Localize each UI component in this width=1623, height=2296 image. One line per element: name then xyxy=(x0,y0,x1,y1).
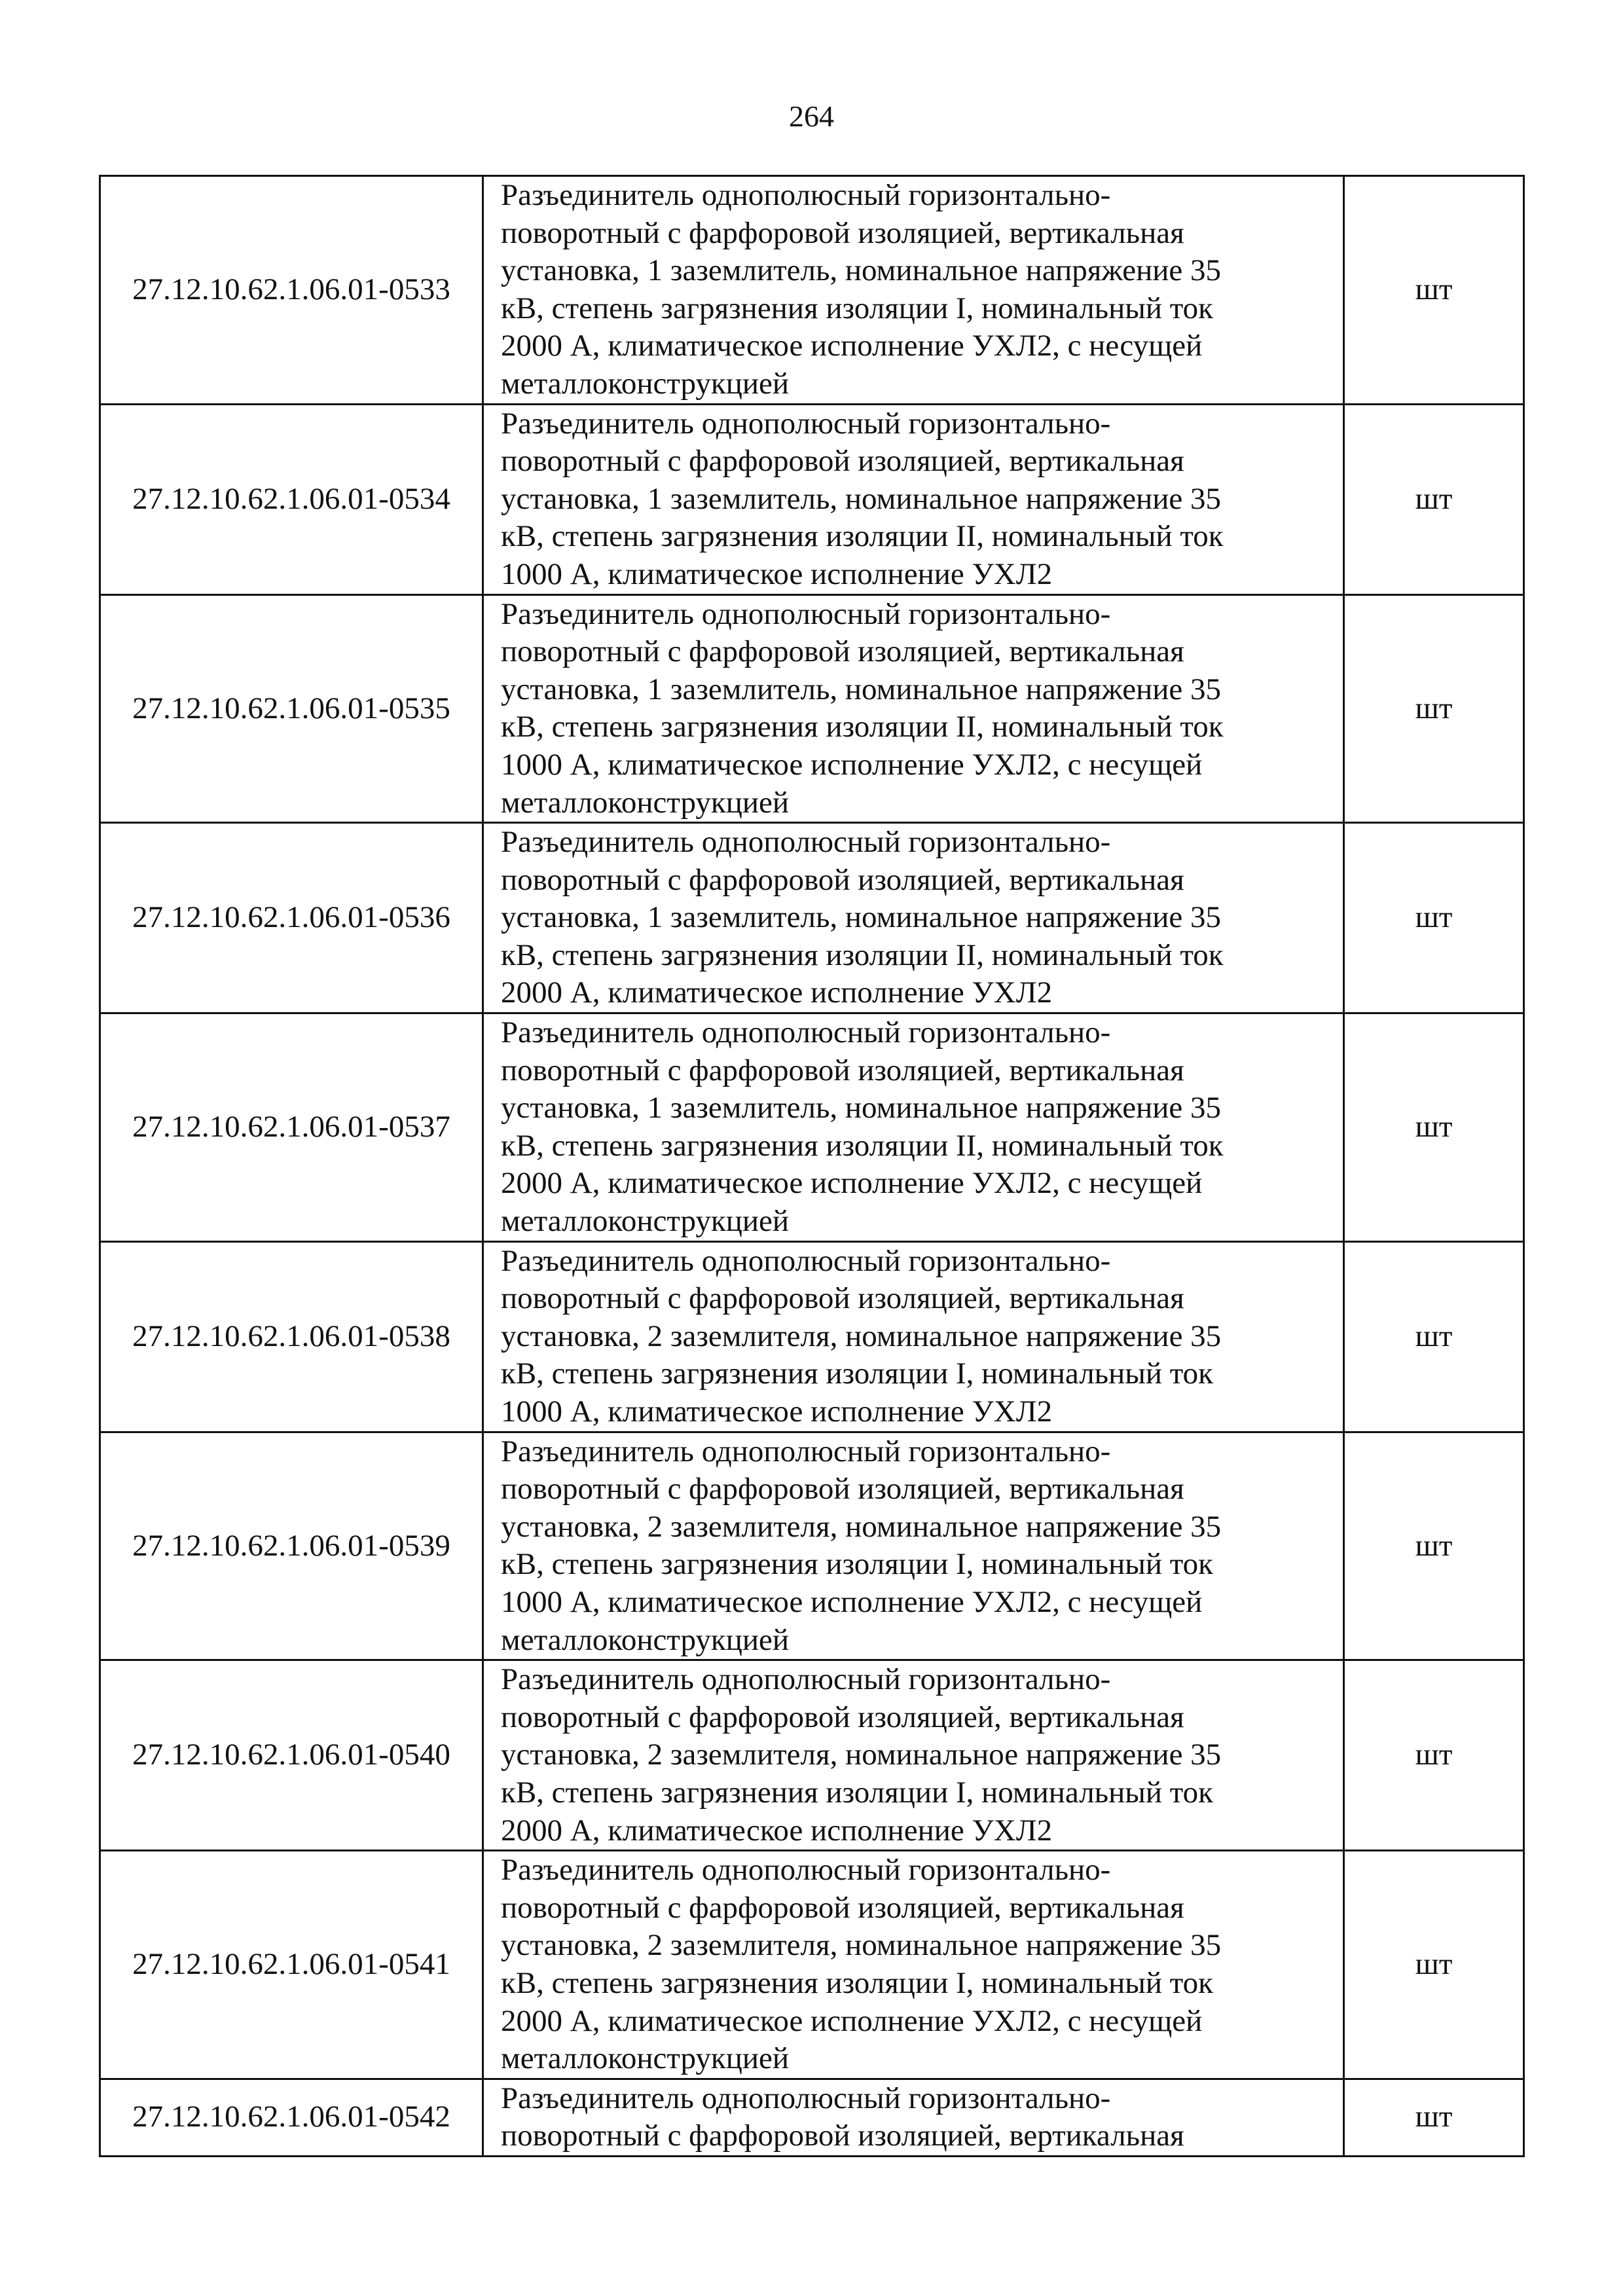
description-line: металлоконструкцией xyxy=(501,366,790,401)
description-line: Разъединитель однополюсный горизонтально- xyxy=(501,1434,1111,1468)
resource-code-cell: 27.12.10.62.1.06.01-0533 xyxy=(100,176,483,405)
resource-description-cell xyxy=(483,594,1344,823)
resource-table xyxy=(99,175,1525,2157)
description-line: металлоконструкцией xyxy=(501,785,790,820)
description-line: поворотный с фарфоровой изоляцией, вертикальная xyxy=(501,1053,1184,1087)
description-line: 2000 А, климатическое исполнение УХЛ2, с несущей xyxy=(501,1166,1203,1201)
resource-description-cell xyxy=(483,1851,1344,2079)
description-line: поворотный с фарфоровой изоляцией, вертикальная xyxy=(501,444,1184,479)
description-line: 2000 А, климатическое исполнение УХЛ2 xyxy=(501,1813,1053,1848)
resource-code-cell: 27.12.10.62.1.06.01-0536 xyxy=(100,823,483,1013)
description-line: металлоконструкцией xyxy=(501,1622,790,1657)
unit-cell: шт xyxy=(1344,594,1524,823)
table-body xyxy=(100,176,1524,2157)
description-line: поворотный с фарфоровой изоляцией, вертикальная xyxy=(501,1890,1184,1925)
unit-cell: шт xyxy=(1344,404,1524,594)
description-line: кВ, степень загрязнения изоляции I, номинальный ток xyxy=(501,1775,1213,1810)
description-line: кВ, степень загрязнения изоляции I, номинальный ток xyxy=(501,1547,1213,1582)
unit-cell: шт xyxy=(1344,1241,1524,1432)
description-line: поворотный с фарфоровой изоляцией, вертикальная xyxy=(501,1472,1184,1506)
description-line: поворотный с фарфоровой изоляцией, вертикальная xyxy=(501,862,1184,897)
description-line: 1000 А, климатическое исполнение УХЛ2 xyxy=(501,556,1053,591)
description-line: кВ, степень загрязнения изоляции I, номинальный ток xyxy=(501,1357,1213,1391)
description-line: установка, 1 заземлитель, номинальное напряжение 35 xyxy=(501,253,1222,288)
unit-cell: шт xyxy=(1344,1432,1524,1660)
description-line: Разъединитель однополюсный горизонтально- xyxy=(501,2081,1111,2115)
description-line: металлоконструкцией xyxy=(501,2041,790,2076)
table-row xyxy=(100,1241,1524,1432)
table-row xyxy=(100,176,1524,405)
table-row xyxy=(100,404,1524,594)
description-line: поворотный с фарфоровой изоляцией, вертикальная xyxy=(501,1281,1184,1316)
description-line: кВ, степень загрязнения изоляции I, номинальный ток xyxy=(501,1965,1213,2000)
table-row xyxy=(100,823,1524,1013)
page-number: 264 xyxy=(789,100,834,133)
description-line: кВ, степень загрязнения изоляции II, номинальный ток xyxy=(501,1128,1224,1163)
description-line: 2000 А, климатическое исполнение УХЛ2 xyxy=(501,975,1053,1010)
table-row xyxy=(100,1432,1524,1660)
description-line: установка, 1 заземлитель, номинальное напряжение 35 xyxy=(501,481,1222,516)
description-line: 2000 А, климатическое исполнение УХЛ2, с несущей xyxy=(501,2003,1203,2038)
resource-description-cell xyxy=(483,2079,1344,2156)
resource-description-cell xyxy=(483,404,1344,594)
unit-cell: шт xyxy=(1344,1660,1524,1851)
unit-cell: шт xyxy=(1344,1851,1524,2079)
description-line: установка, 2 заземлителя, номинальное напряжение 35 xyxy=(501,1319,1222,1353)
description-line: Разъединитель однополюсный горизонтально- xyxy=(501,178,1111,212)
description-line: поворотный с фарфоровой изоляцией, вертикальная xyxy=(501,215,1184,250)
description-line: металлоконструкцией xyxy=(501,1204,790,1239)
description-line: установка, 2 заземлителя, номинальное напряжение 35 xyxy=(501,1928,1222,1963)
table-row xyxy=(100,1851,1524,2079)
description-line: кВ, степень загрязнения изоляции I, номинальный ток xyxy=(501,291,1213,325)
resource-description-cell xyxy=(483,1432,1344,1660)
resource-code-cell: 27.12.10.62.1.06.01-0540 xyxy=(100,1660,483,1851)
resource-code-cell: 27.12.10.62.1.06.01-0542 xyxy=(100,2079,483,2156)
description-line: Разъединитель однополюсный горизонтально- xyxy=(501,596,1111,631)
description-line: 2000 А, климатическое исполнение УХЛ2, с несущей xyxy=(501,329,1203,363)
description-line: кВ, степень загрязнения изоляции II, номинальный ток xyxy=(501,710,1224,744)
resource-description-cell xyxy=(483,823,1344,1013)
description-line: 1000 А, климатическое исполнение УХЛ2, с несущей xyxy=(501,1584,1203,1619)
description-line: Разъединитель однополюсный горизонтально- xyxy=(501,1853,1111,1887)
description-line: поворотный с фарфоровой изоляцией, вертикальная xyxy=(501,1700,1184,1734)
description-line: установка, 1 заземлитель, номинальное напряжение 35 xyxy=(501,672,1222,706)
resource-code-cell: 27.12.10.62.1.06.01-0534 xyxy=(100,404,483,594)
description-line: Разъединитель однополюсный горизонтально- xyxy=(501,1015,1111,1050)
unit-cell: шт xyxy=(1344,1013,1524,1242)
resource-description-cell xyxy=(483,1241,1344,1432)
table-row xyxy=(100,594,1524,823)
resource-description-cell xyxy=(483,176,1344,405)
unit-cell: шт xyxy=(1344,176,1524,405)
resource-code-cell: 27.12.10.62.1.06.01-0535 xyxy=(100,594,483,823)
description-line: поворотный с фарфоровой изоляцией, вертикальная xyxy=(501,2119,1184,2153)
resource-description-cell xyxy=(483,1660,1344,1851)
resource-code-cell: 27.12.10.62.1.06.01-0537 xyxy=(100,1013,483,1242)
unit-cell: шт xyxy=(1344,823,1524,1013)
resource-description-cell xyxy=(483,1013,1344,1242)
description-line: установка, 2 заземлителя, номинальное напряжение 35 xyxy=(501,1509,1222,1544)
description-line: кВ, степень загрязнения изоляции II, номинальный ток xyxy=(501,519,1224,554)
resource-code-cell: 27.12.10.62.1.06.01-0539 xyxy=(100,1432,483,1660)
description-line: 1000 А, климатическое исполнение УХЛ2 xyxy=(501,1394,1053,1429)
description-line: Разъединитель однополюсный горизонтально- xyxy=(501,1243,1111,1278)
table-row xyxy=(100,1013,1524,1242)
description-line: кВ, степень загрязнения изоляции II, номинальный ток xyxy=(501,938,1224,972)
resource-code-cell: 27.12.10.62.1.06.01-0541 xyxy=(100,1851,483,2079)
description-line: 1000 А, климатическое исполнение УХЛ2, с несущей xyxy=(501,747,1203,782)
resource-code-cell: 27.12.10.62.1.06.01-0538 xyxy=(100,1241,483,1432)
description-line: Разъединитель однополюсный горизонтально- xyxy=(501,1662,1111,1697)
description-line: поворотный с фарфоровой изоляцией, вертикальная xyxy=(501,634,1184,669)
table-row xyxy=(100,2079,1524,2156)
table-row xyxy=(100,1660,1524,1851)
description-line: установка, 1 заземлитель, номинальное напряжение 35 xyxy=(501,900,1222,935)
description-line: установка, 1 заземлитель, номинальное напряжение 35 xyxy=(501,1091,1222,1125)
unit-cell: шт xyxy=(1344,2079,1524,2156)
description-line: Разъединитель однополюсный горизонтально- xyxy=(501,406,1111,441)
description-line: установка, 2 заземлителя, номинальное напряжение 35 xyxy=(501,1738,1222,1772)
description-line: Разъединитель однополюсный горизонтально- xyxy=(501,825,1111,860)
